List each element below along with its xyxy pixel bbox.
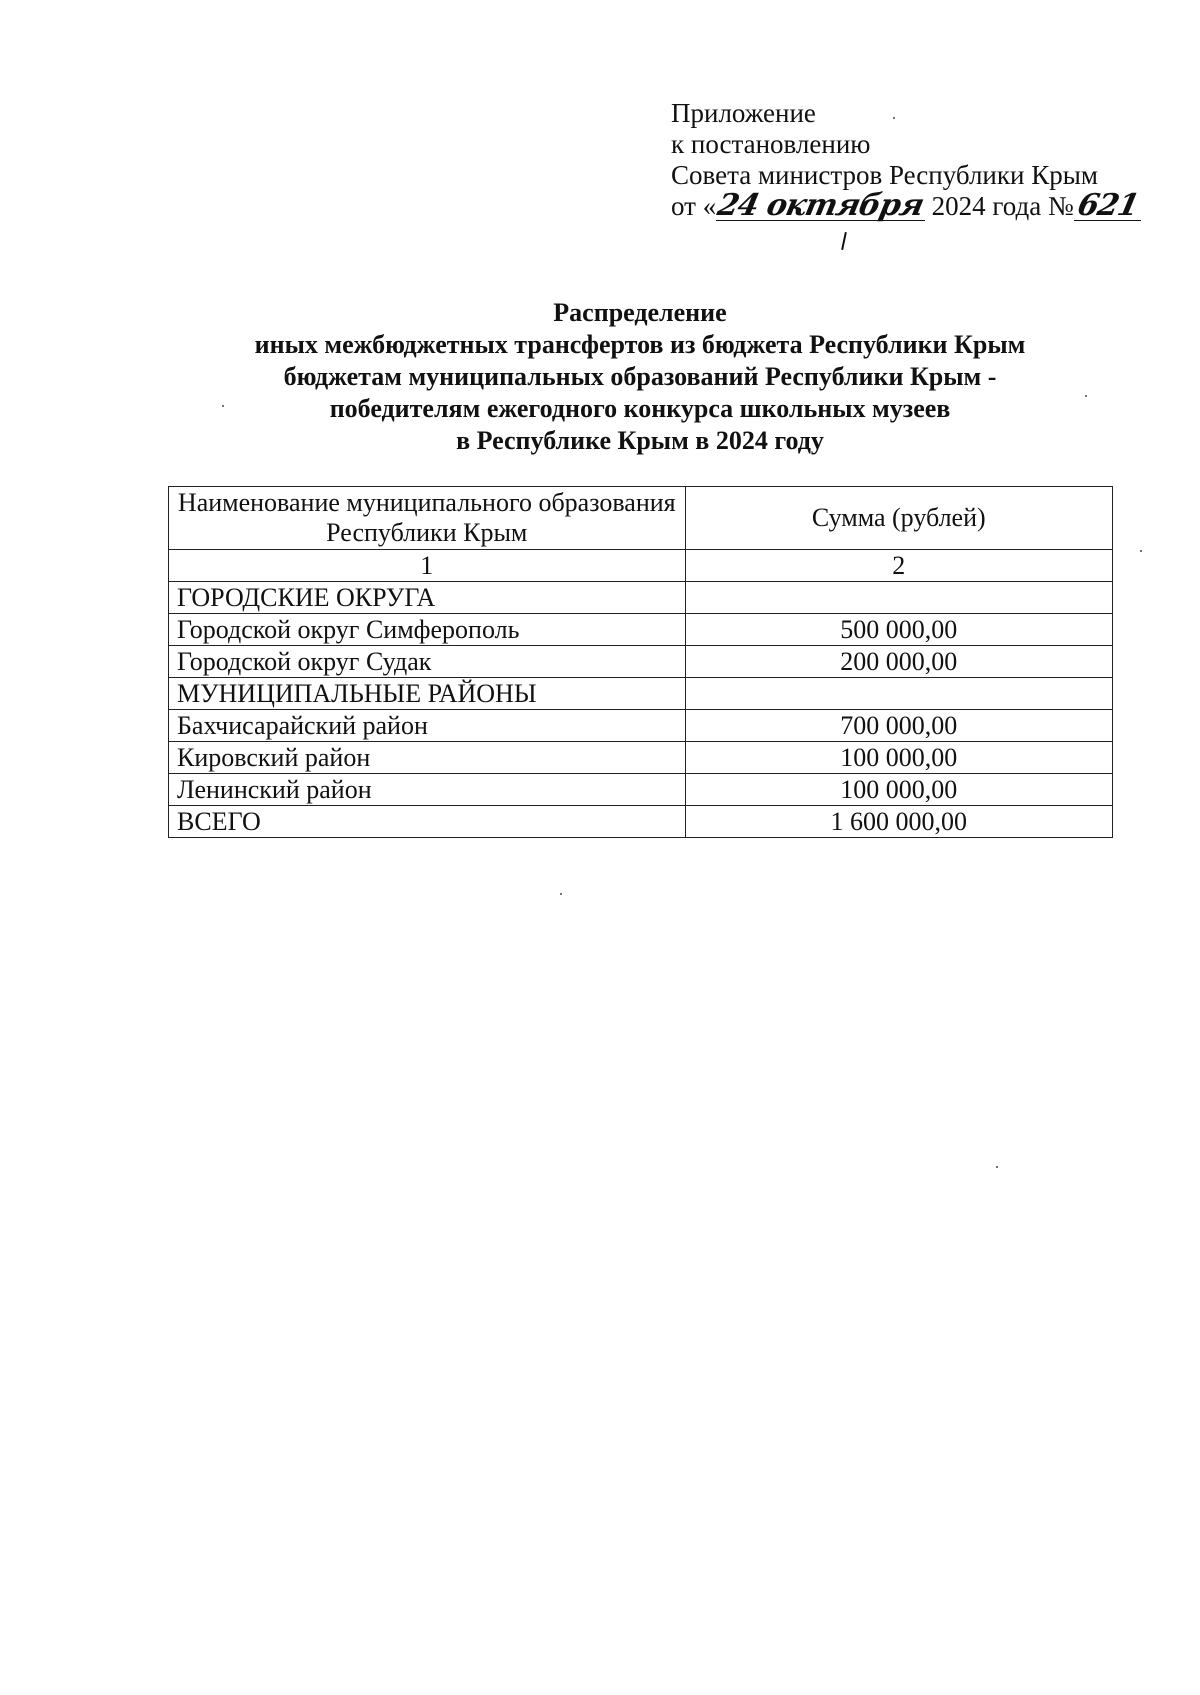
- appendix-line-3: Совета министров Республики Крым: [671, 160, 1098, 190]
- title-line-2: иных межбюджетных трансфертов из бюджета Республики Крым: [254, 330, 1026, 359]
- row-amount: 200 000,00: [685, 646, 1112, 678]
- row-amount: 100 000,00: [685, 742, 1112, 774]
- row-amount: [685, 582, 1112, 614]
- table-row: [169, 678, 1113, 710]
- date-prefix: от «: [671, 191, 717, 221]
- row-amount: 100 000,00: [685, 774, 1112, 806]
- numbering-col-2: 2: [685, 550, 1112, 582]
- table-row: [169, 742, 1113, 774]
- title-line-3: бюджетам муниципальных образований Республики Крым -: [283, 362, 997, 391]
- row-amount: 700 000,00: [685, 710, 1112, 742]
- header-amount: Сумма (рублей): [685, 487, 1112, 550]
- date-suffix: 2024 года №: [931, 191, 1074, 221]
- row-name: МУНИЦИПАЛЬНЫЕ РАЙОНЫ: [169, 678, 686, 710]
- scan-speck: [222, 405, 224, 407]
- total-row: [169, 806, 1113, 838]
- handwritten-date-text: 24 октября: [714, 188, 927, 223]
- appendix-date-line: [671, 188, 1142, 223]
- table-row: [169, 774, 1113, 806]
- document-title: [160, 297, 1120, 457]
- numbering-row: [169, 550, 1113, 582]
- title-line-4: победителям ежегодного конкурса школьных музеев: [329, 394, 951, 423]
- row-amount: 500 000,00: [685, 614, 1112, 646]
- row-name: Городской округ Симферополь: [169, 614, 686, 646]
- appendix-header: [671, 98, 1141, 222]
- scan-speck: [996, 1166, 998, 1168]
- row-name: Кировский район: [169, 742, 686, 774]
- scan-speck: [1140, 550, 1142, 552]
- row-name: Городской округ Судак: [169, 646, 686, 678]
- handwriting-stroke: [841, 232, 847, 250]
- title-line-1: Распределение: [553, 298, 727, 327]
- row-name: Бахчисарайский район: [169, 710, 686, 742]
- scan-speck: [560, 893, 562, 895]
- table-row: [169, 646, 1113, 678]
- row-amount: [685, 678, 1112, 710]
- scan-speck: [893, 117, 895, 119]
- row-name: ГОРОДСКИЕ ОКРУГА: [169, 582, 686, 614]
- title-line-5: в Республике Крым в 2024 году: [456, 426, 824, 455]
- total-amount: 1 600 000,00: [685, 806, 1112, 838]
- handwritten-number-text: 621: [1074, 188, 1142, 223]
- row-name: Ленинский район: [169, 774, 686, 806]
- table-row: [169, 614, 1113, 646]
- appendix-line-1: Приложение: [671, 98, 816, 128]
- header-municipality: Наименование муниципального образования Республики Крым: [169, 487, 686, 550]
- handwritten-date: [714, 188, 927, 223]
- appendix-line-2: к постановлению: [671, 129, 871, 159]
- numbering-col-1: 1: [169, 550, 686, 582]
- table-header-row: [169, 487, 1113, 550]
- table-row: [169, 710, 1113, 742]
- scan-speck: [1085, 395, 1087, 397]
- handwritten-number: [1074, 188, 1142, 223]
- distribution-table: [168, 486, 1113, 838]
- total-label: ВСЕГО: [169, 806, 686, 838]
- table-row: [169, 582, 1113, 614]
